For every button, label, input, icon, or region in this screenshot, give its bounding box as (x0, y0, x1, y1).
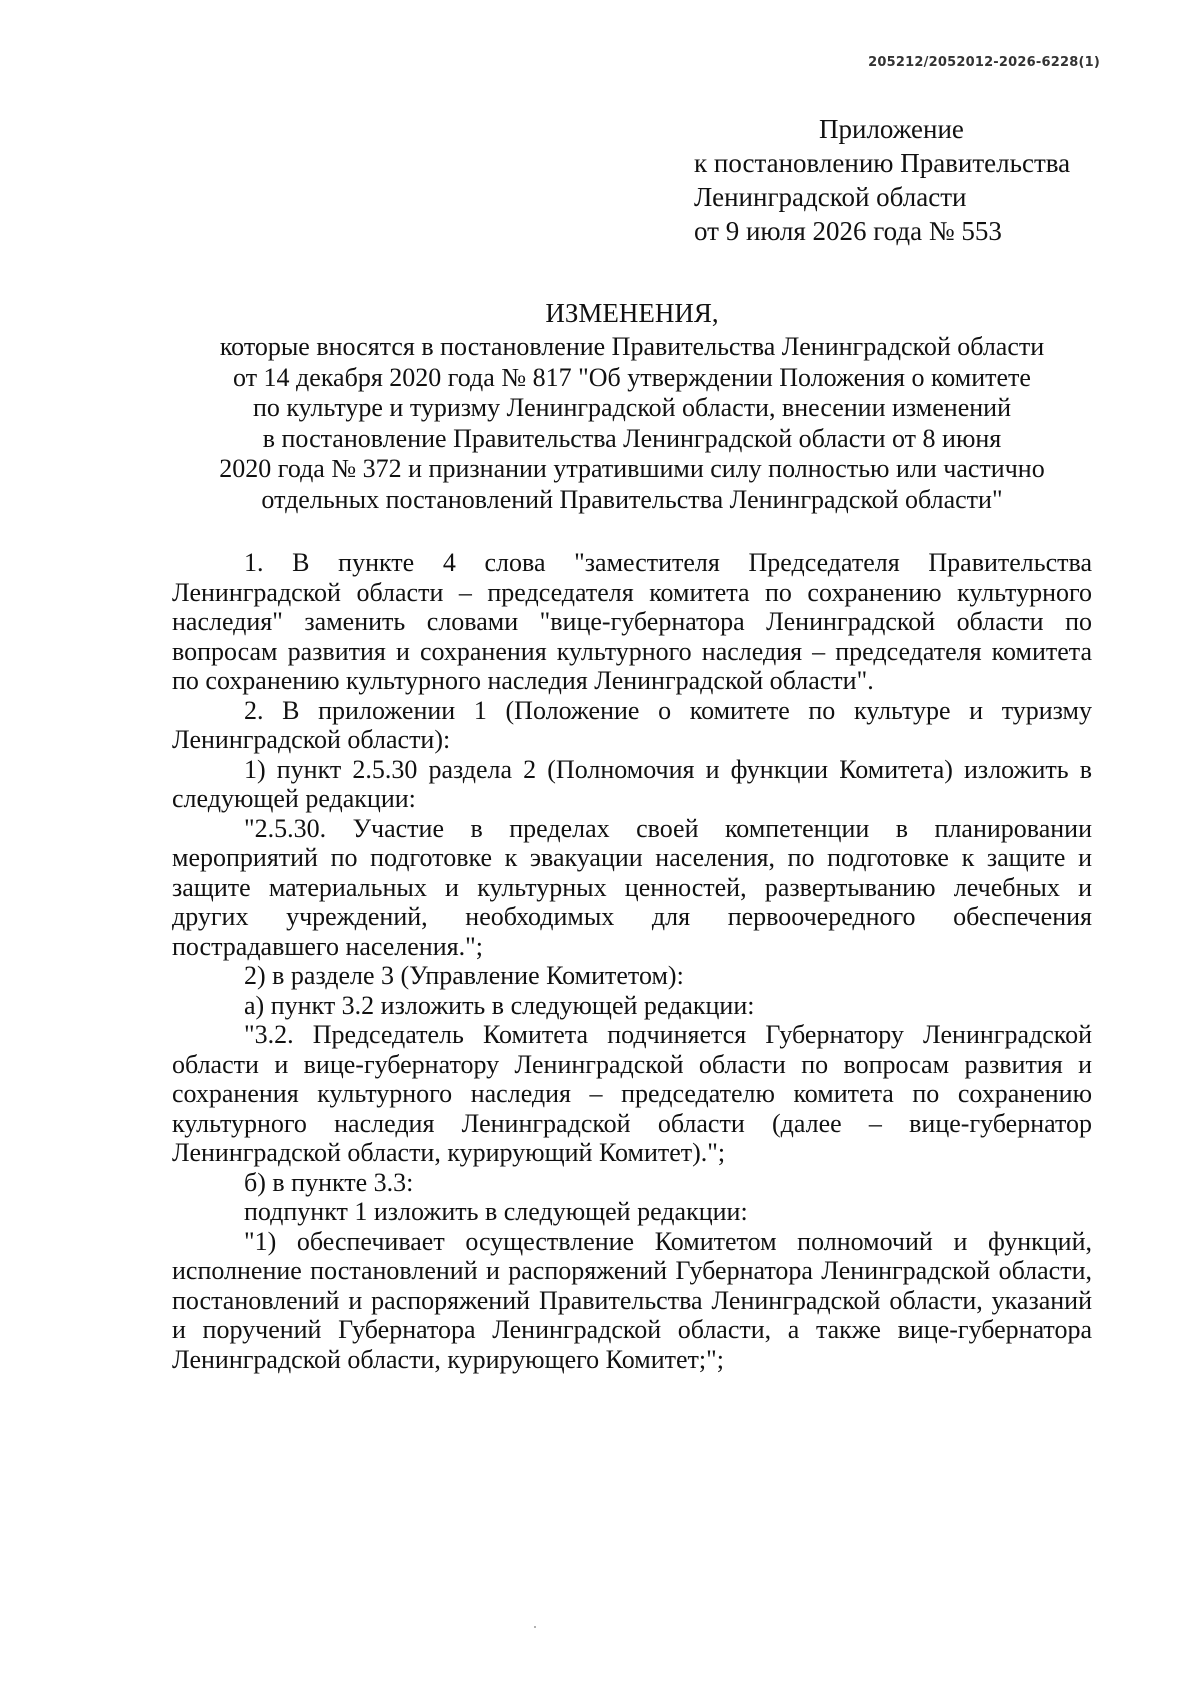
appendix-line: Приложение (819, 114, 964, 144)
paragraph: 2. В приложении 1 (Положение о комитете по культуре и туризму Ленинградской области): (172, 695, 1092, 754)
subtitle-line: которые вносятся в постановление Правительства Ленинградской области (219, 332, 1045, 361)
document-body (172, 548, 1092, 1374)
appendix-block (694, 112, 1114, 248)
paragraph: 1. В пункте 4 слова "заместителя Председателя Правительства Ленинградской области – председателя комитета по сохранению культурного наследия" заменить словами "вице-губернатора Ленинградской области по вопросам развития и сохранения культурного наследия – председателя комитета по сохранению культурного наследия Ленинградской области". (172, 548, 1092, 695)
paragraph: б) в пункте 3.3: (244, 1167, 414, 1197)
subtitle-line: отдельных постановлений Правительства Ленинградской области" (261, 484, 1003, 514)
subtitle-line: от 14 декабря 2020 года № 817 "Об утверждении Положения о комитете (233, 362, 1031, 392)
paragraph: а) пункт 3.2 изложить в следующей редакции: (244, 990, 755, 1020)
paragraph: 1) пункт 2.5.30 раздела 2 (Полномочия и функции Комитета) изложить в следующей редакции: (172, 754, 1092, 813)
appendix-line: Ленинградской области (694, 182, 967, 212)
subtitle-line: в постановление Правительства Ленинградской области от 8 июня (262, 423, 1002, 453)
appendix-line: к постановлению Правительства (694, 148, 1071, 178)
subtitle-line: по культуре и туризму Ленинградской области, внесении изменений (252, 393, 1011, 422)
document-subtitle (172, 332, 1092, 515)
appendix-line: от 9 июля 2026 года № 553 (694, 216, 1002, 246)
paragraph: "3.2. Председатель Комитета подчиняется Губернатору Ленинградской области и вице-губернатору Ленинградской области по вопросам развития и сохранения культурного наследия – председателю комитета по сохранению культурного наследия Ленинградской области (далее – вице-губернатор Ленинградской области, курирующий Комитет)."; (172, 1020, 1092, 1167)
paragraph: "1) обеспечивает осуществление Комитетом полномочий и функций, исполнение постановлений и распоряжений Губернатора Ленинградской области, постановлений и распоряжений Правительства Ленинградской области, указаний и поручений Губернатора Ленинградской области, а также вице-губернатора Ленинградской области, курирующего Комитет;"; (172, 1226, 1092, 1374)
document-title: ИЗМЕНЕНИЯ, (545, 298, 719, 328)
subtitle-line: 2020 года № 372 и признании утратившими силу полностью или частично (219, 454, 1045, 483)
paragraph: подпункт 1 изложить в следующей редакции: (244, 1197, 748, 1226)
document-code: 205212/2052012-2026-6228(1) (868, 55, 1100, 70)
paragraph: 2) в разделе 3 (Управление Комитетом): (244, 961, 684, 990)
scan-speck (534, 1626, 536, 1628)
paragraph: "2.5.30. Участие в пределах своей компетенции в планировании мероприятий по подготовке к эвакуации населения, по подготовке к защите и защите материальных и культурных ценностей, развертыванию лечебных и других учреждений, необходимых для первоочередного обеспечения пострадавшего населения."; (172, 813, 1092, 961)
